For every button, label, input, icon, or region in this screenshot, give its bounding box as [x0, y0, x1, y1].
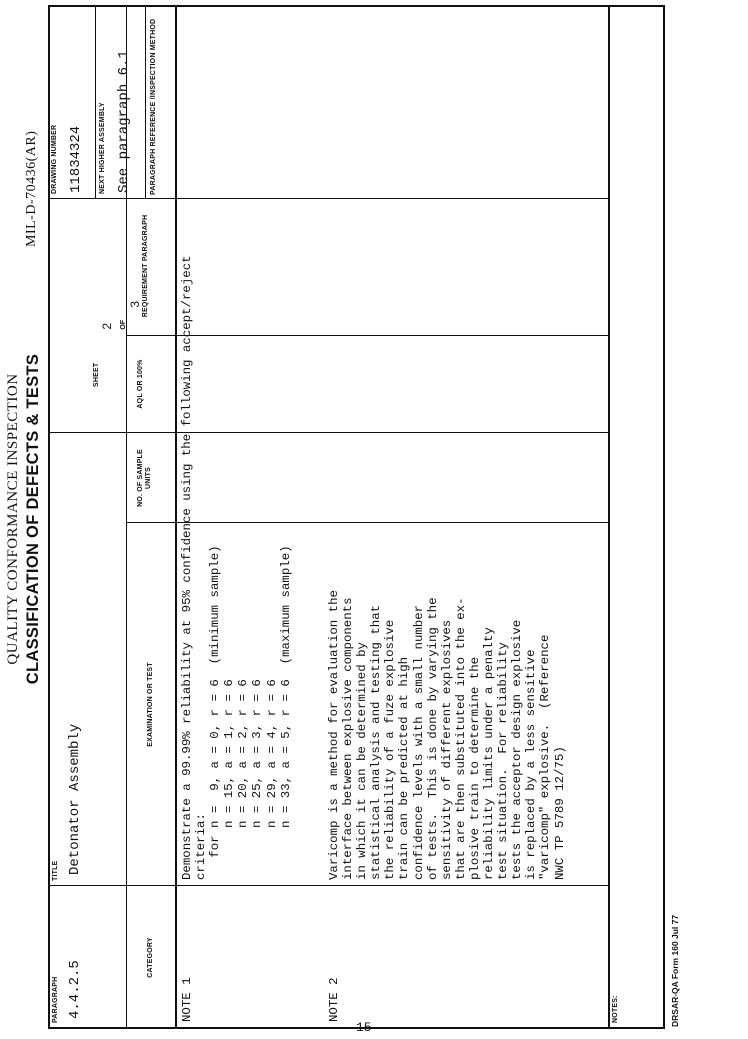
col-aql: AQL OR 100%: [137, 359, 144, 409]
rule-columns-bottom: [175, 5, 177, 1029]
notes-label: NOTES:: [612, 995, 619, 1023]
entry-2-line: train can be predicted at high: [397, 656, 412, 880]
entry-2-line: the reliability of a fuze explosive: [383, 619, 398, 880]
entry-1-line: n = 25, a = 3, r = 6: [250, 679, 265, 880]
col-requirement: REQUIREMENT PARAGRAPH: [142, 214, 149, 318]
entry-2-line: tests the acceptor design explosive: [510, 619, 525, 880]
rule-next-bottom: [145, 5, 146, 199]
spec-number: MIL-D-70436(AR): [24, 130, 39, 247]
entry-1-line: n = 33, a = 5, r = 6 (maximum sample): [278, 545, 293, 880]
rule-category: [48, 885, 608, 886]
entry-2-line: confidence levels with a small number: [411, 604, 426, 880]
header-line-2: CLASSIFICATION OF DEFECTS & TESTS: [24, 353, 42, 685]
entry-2-text: [327, 590, 567, 880]
entry-2-line: NWC TP 5789 12/75): [552, 746, 567, 880]
entry-1-line: n = 15, a = 1, r = 6: [222, 679, 237, 880]
entry-2-category: NOTE 2: [327, 977, 341, 1022]
title-value: Detonator Assembly: [67, 723, 83, 875]
entry-2-line: test situation. For reliability: [496, 642, 511, 880]
col-examination: EXAMINATION OR TEST: [147, 662, 154, 747]
entry-2-line: plosive train to determine the: [467, 656, 482, 880]
entry-2-line: of tests. This is done by varying the: [425, 597, 440, 880]
sheet-number: 2: [100, 322, 114, 330]
sheet-total: 3: [128, 300, 142, 308]
rule-drawing-bottom: [95, 5, 96, 199]
entry-1-line: criteria:: [194, 813, 209, 880]
rule-sheet-left: [48, 432, 608, 433]
paragraph-label: PARAGRAPH: [52, 976, 59, 1023]
entry-2-line: "varicomp" explosive. (Reference: [538, 634, 553, 880]
title-label: TITLE: [52, 860, 59, 881]
entry-2-line: that are then substituted into the ex-: [453, 597, 468, 880]
next-higher-label: NEXT HIGHER ASSEMBLY: [99, 102, 106, 194]
entry-2-line: Varicomp is a method for evaluation the: [327, 590, 341, 880]
entry-1-line: n = 20, a = 2, r = 6: [236, 679, 251, 880]
entry-2-line: statistical analysis and testing that: [369, 604, 384, 880]
entry-2-line: reliability limits under a penalty: [482, 627, 497, 880]
rule-drawing-left: [48, 198, 608, 199]
entry-2-line: sensitivity of different explosives: [439, 619, 454, 880]
col-category: CATEGORY: [147, 937, 154, 978]
drawing-number-value: 11834324: [68, 125, 84, 193]
sheet-of: OF: [120, 319, 127, 330]
entry-1-line: for n = 9, a = 0, r = 6 (minimum sample): [208, 545, 223, 880]
header-line-1: QUALITY CONFORMANCE INSPECTION: [5, 373, 21, 665]
entry-2-line: in which it can be determined by: [355, 642, 370, 880]
col-reference: PARAGRAPH REFERENCE /INSPECTION METHOD: [150, 18, 157, 195]
col-sample-units: NO. OF SAMPLE UNITS: [137, 449, 152, 507]
sheet-label: SHEET: [93, 362, 100, 387]
paragraph-value: 4.4.2.5: [67, 960, 83, 1019]
page-number: 15: [356, 1020, 372, 1035]
next-higher-value: See paragraph 6.1: [116, 50, 132, 193]
entry-2-line: interface between explosive components: [341, 597, 356, 880]
entry-1-text: [180, 255, 293, 880]
drawing-number-label: DRAWING NUMBER: [51, 124, 58, 194]
form-id: DRSAR-QA Form 160 Jul 77: [670, 914, 680, 1027]
entry-1-line: Demonstrate a 99.99% reliability at 95% confidence using the following accept/reject: [180, 255, 194, 880]
rule-notes-top: [608, 5, 610, 1029]
entry-2-line: is replaced by a less sensitive: [524, 649, 539, 880]
entry-1-category: NOTE 1: [180, 977, 194, 1022]
entry-1-line: n = 29, a = 4, r = 6: [264, 679, 279, 880]
